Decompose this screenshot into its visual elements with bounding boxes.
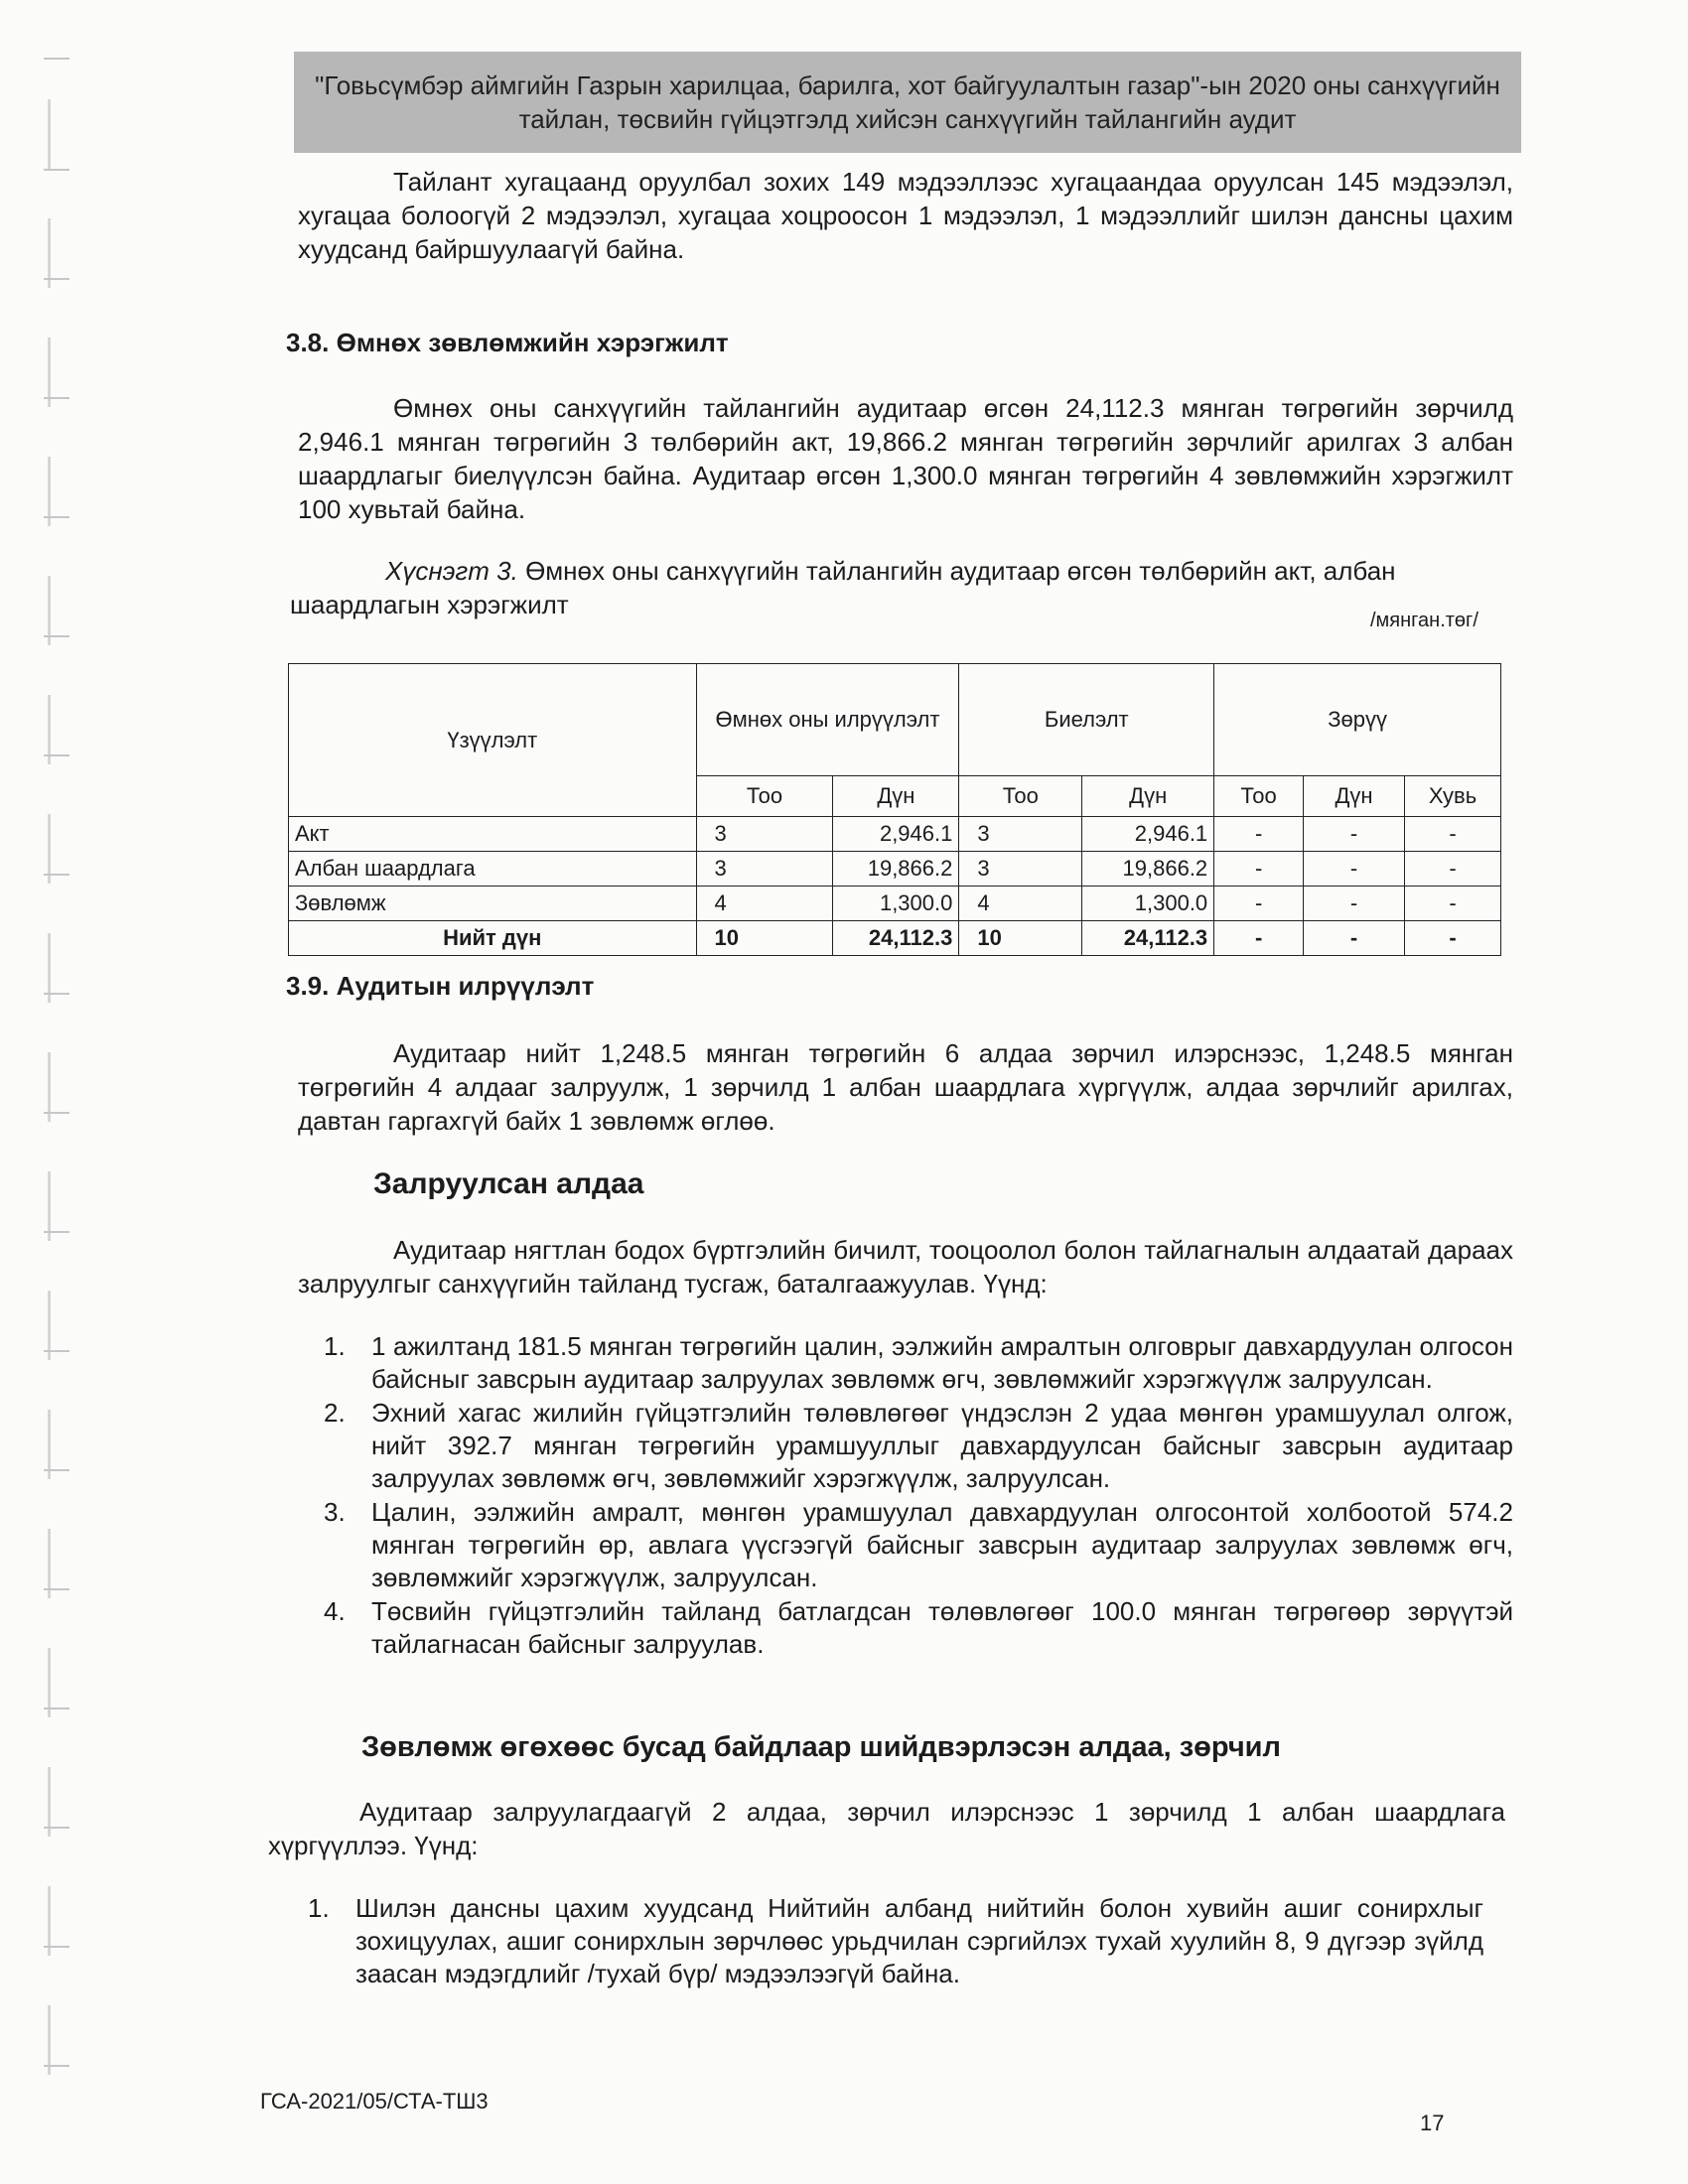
other-decisions-title: Зөвлөмж өгөхөөс бусад байдлаар шийдвэрлэсэн алдаа, зөрчил xyxy=(361,1731,1281,1763)
header-line-1: "Говьсүмбэр аймгийн Газрын харилцаа, барилга, хот байгуулалтын газар"-ын 2020 оны санхүүгийн xyxy=(315,70,1500,100)
header-percent: Хувь xyxy=(1405,776,1501,817)
section-3-8-title: 3.8. Өмнөх зөвлөмжийн хэрэгжилт xyxy=(286,328,729,357)
prev-amount: 2,946.1 xyxy=(833,817,959,852)
list-item xyxy=(312,1595,1513,1661)
total-done-count: 10 xyxy=(959,921,1082,956)
section-3-9-paragraph: Аудитаар нийт 1,248.5 мянган төгрөгийн 6 алдаа зөрчил илэрснээс, 1,248.5 мянган төгрөгийн 4 алдааг залруулж, 1 зөрчилд 1 албан шаардлага хүргүүлж, алдаа зөрчлийг арилгах, давтан гаргахгүй байх 1 зөвлөмж өглөө. xyxy=(298,1038,1513,1136)
list-item-number: 2. xyxy=(324,1398,346,1428)
prev-count: 3 xyxy=(696,852,833,887)
done-count: 4 xyxy=(959,887,1082,921)
section-3-9-title: 3.9. Аудитын илрүүлэлт xyxy=(286,971,595,1001)
diff-amount: - xyxy=(1304,887,1405,921)
total-diff-percent: - xyxy=(1405,921,1501,956)
done-amount: 2,946.1 xyxy=(1082,817,1214,852)
header-amount: Дүн xyxy=(1304,776,1405,817)
total-label: Нийт дүн xyxy=(289,921,697,956)
prev-amount: 1,300.0 xyxy=(833,887,959,921)
diff-count: - xyxy=(1214,817,1304,852)
table-row xyxy=(289,852,1501,887)
list-item-number: 1. xyxy=(308,1893,330,1923)
header-amount: Дүн xyxy=(1082,776,1214,817)
implementation-table xyxy=(288,663,1501,956)
list-item-text: 1 ажилтанд 181.5 мянган төгрөгийн цалин, ээлжийн амралтын олговрыг давхардуулан олгосон байсныг завсрын аудитаар залруулах зөвлөмж өгч, зөвлөмжийг хэрэгжүүлж залруулсан. xyxy=(371,1331,1513,1394)
row-label: Албан шаардлага xyxy=(289,852,697,887)
diff-percent: - xyxy=(1405,817,1501,852)
list-item xyxy=(312,1397,1513,1495)
intro-paragraph: Тайлант хугацаанд оруулбал зохих 149 мэдээллээс хугацаандаа оруулсан 145 мэдээлэл, хугацаа болоогүй 2 мэдээлэл, хугацаа хоцроосон 1 мэдээлэл, 1 мэдээллийг шилэн дансны цахим хуудсанд байршуулаагүй байна. xyxy=(298,167,1513,264)
corrected-errors-list xyxy=(312,1330,1513,1662)
header-line-2: тайлан, төсвийн гүйцэтгэлд хийсэн санхүүгийн тайлангийн аудит xyxy=(518,104,1297,134)
list-item-text: Эхний хагас жилийн гүйцэтгэлийн төлөвлөгөөг үндэслэн 2 удаа мөнгөн урамшуулал олгож, нийт 392.7 мянган төгрөгийн урамшууллыг давхардуулсан байсныг завсрын аудитаар залруулах зөвлөмж өгч, зөвлөмжийг хэрэгжүүлж, залруулсан. xyxy=(371,1398,1513,1493)
header-count: Тоо xyxy=(959,776,1082,817)
table-total-row xyxy=(289,921,1501,956)
document-header xyxy=(294,52,1521,153)
prev-count: 4 xyxy=(696,887,833,921)
diff-count: - xyxy=(1214,887,1304,921)
header-implementation: Биелэлт xyxy=(959,664,1214,776)
list-item-number: 3. xyxy=(324,1497,346,1527)
header-difference: Зөрүү xyxy=(1214,664,1501,776)
header-amount: Дүн xyxy=(833,776,959,817)
binding-margin xyxy=(44,20,73,2154)
done-amount: 1,300.0 xyxy=(1082,887,1214,921)
diff-amount: - xyxy=(1304,817,1405,852)
header-count: Тоо xyxy=(1214,776,1304,817)
table-caption-text: Өмнөх оны санхүүгийн тайлангийн аудитаар өгсөн төлбөрийн акт, албан шаардлагын хэрэгжилт xyxy=(290,556,1396,619)
diff-count: - xyxy=(1214,852,1304,887)
list-item xyxy=(312,1496,1513,1594)
done-count: 3 xyxy=(959,852,1082,887)
total-prev-count: 10 xyxy=(696,921,833,956)
section-3-8-paragraph: Өмнөх оны санхүүгийн тайлангийн аудитаар өгсөн 24,112.3 мянган төгрөгийн зөрчилд 2,946.1 мянган төгрөгийн 3 төлбөрийн акт, 19,866.2 мянган төгрөгийн зөрчлийг арилгах 3 албан шаардлагыг биелүүлсэн байна. Аудитаар өгсөн 1,300.0 мянган төгрөгийн 4 зөвлөмжийн хэрэгжилт 100 хувьтай байна. xyxy=(298,393,1513,524)
list-item-number: 1. xyxy=(324,1331,346,1361)
header-previous-findings: Өмнөх оны илрүүлэлт xyxy=(696,664,959,776)
table-row xyxy=(289,887,1501,921)
table-unit: /мянган.төг/ xyxy=(1370,610,1478,631)
page-number: 17 xyxy=(1420,2111,1445,2135)
row-label: Акт xyxy=(289,817,697,852)
list-item-number: 4. xyxy=(324,1596,346,1626)
diff-percent: - xyxy=(1405,852,1501,887)
header-count: Тоо xyxy=(696,776,833,817)
total-diff-count: - xyxy=(1214,921,1304,956)
done-amount: 19,866.2 xyxy=(1082,852,1214,887)
list-item-text: Төсвийн гүйцэтгэлийн тайланд батлагдсан төлөвлөгөөг 100.0 мянган төгрөгөөр зөрүүтэй тайлагнасан байсныг залруулав. xyxy=(371,1596,1513,1659)
total-done-amount: 24,112.3 xyxy=(1082,921,1214,956)
prev-count: 3 xyxy=(696,817,833,852)
row-label: Зөвлөмж xyxy=(289,887,697,921)
corrected-errors-title: Залруулсан алдаа xyxy=(373,1167,644,1200)
other-decisions-paragraph: Аудитаар залруулагдаагүй 2 алдаа, зөрчил илэрснээс 1 зөрчилд 1 албан шаардлага хүргүүллээ. Үүнд: xyxy=(268,1797,1505,1860)
total-diff-amount: - xyxy=(1304,921,1405,956)
prev-amount: 19,866.2 xyxy=(833,852,959,887)
diff-percent: - xyxy=(1405,887,1501,921)
header-indicator: Үзүүлэлт xyxy=(289,664,697,817)
table-row xyxy=(289,817,1501,852)
done-count: 3 xyxy=(959,817,1082,852)
list-item-text: Цалин, ээлжийн амралт, мөнгөн урамшуулал давхардуулан олгосонтой холбоотой 574.2 мянган төгрөгийн өр, авлага үүсгээгүй байсныг завсрын аудитаар залруулах зөвлөмж өгч, зөвлөмжийг хэрэгжүүлж, залруулсан. xyxy=(371,1497,1513,1592)
list-item-text: Шилэн дансны цахим хуудсанд Нийтийн албанд нийтийн болон хувийн ашиг сонирхлыг зохицуулах, ашиг сонирхлын зөрчлөөс урьдчилан сэргийлэх тухай хуулийн 8, 9 дүгээр зүйлд заасан мэдэгдлийг /тухай бүр/ мэдээлээгүй байна. xyxy=(355,1893,1483,1988)
table-caption-number: Хүснэгт 3. xyxy=(385,556,518,586)
list-item xyxy=(296,1892,1483,1990)
corrected-errors-paragraph: Аудитаар нягтлан бодох бүртгэлийн бичилт, тооцоолол болон тайлагналын алдаатай дараах залруулгыг санхүүгийн тайланд тусгаж, баталгаажуулав. Үүнд: xyxy=(298,1235,1513,1298)
list-item xyxy=(312,1330,1513,1396)
total-prev-amount: 24,112.3 xyxy=(833,921,959,956)
diff-amount: - xyxy=(1304,852,1405,887)
table-caption xyxy=(290,554,1509,621)
other-decisions-list xyxy=(296,1892,1483,1991)
document-code: ГСА-2021/05/СТА-ТШ3 xyxy=(260,2089,489,2114)
